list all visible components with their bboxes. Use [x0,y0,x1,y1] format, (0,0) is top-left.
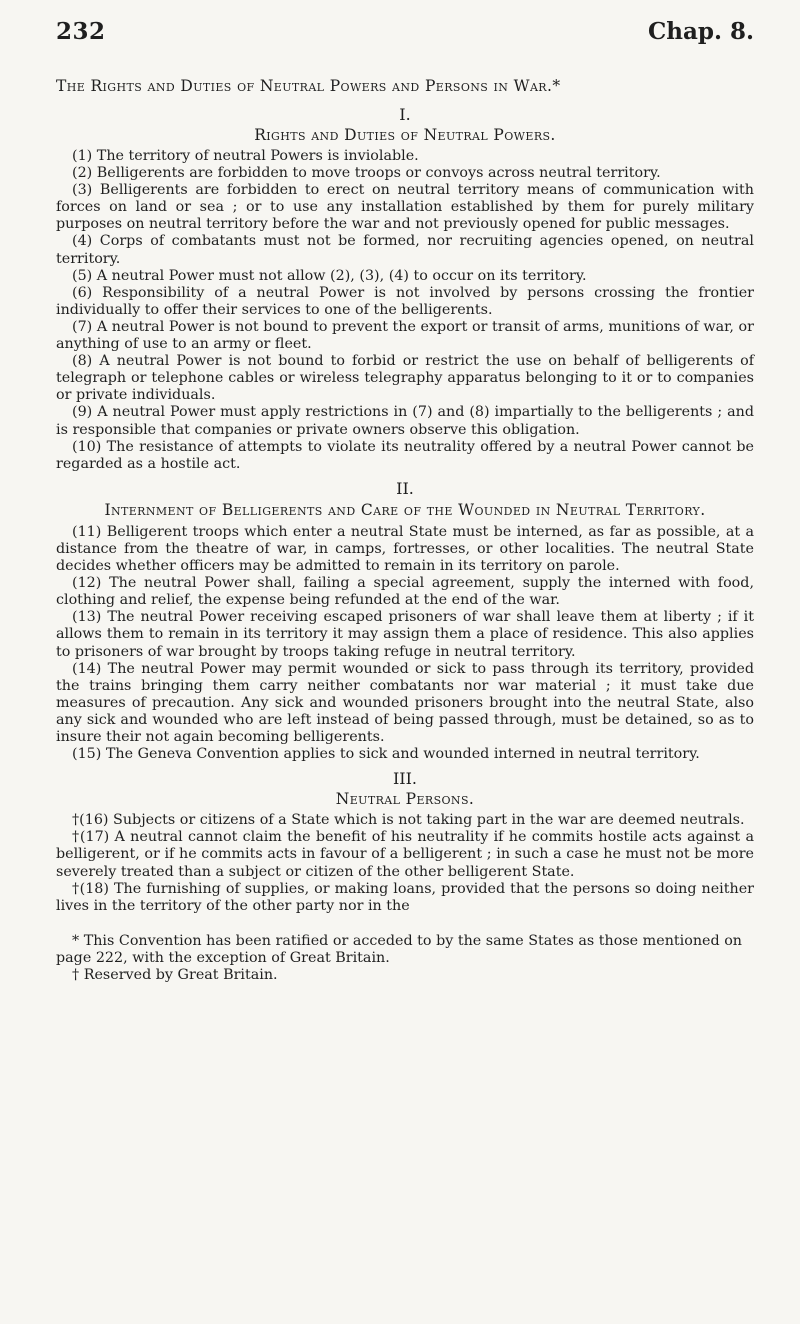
footnote: * This Convention has been ratified or acceded to by the same States as those mentioned on page 222, with the exception of Great Britain. [56,932,743,966]
chapter-label: Chap. 8. [647,18,754,45]
section-internment [56,479,754,763]
footnote: † Reserved by Great Britain. [72,966,278,983]
running-header [56,18,754,45]
paragraph: †(17) A neutral cannot claim the benefit of his neutrality if he commits hostile acts against a belligerent, or if he commits acts in favour of a belligerent ; in such a case he must not be more severely treated than a subject or citizen of the other belligerent State. [56,829,754,880]
paragraph: (1) The territory of neutral Powers is inviolable. [72,148,419,164]
paragraph: (3) Belligerents are forbidden to erect on neutral territory means of communication with forces on land or sea ; or to use any installation established by them for purely military purposes on neutral territory before the war and not previously opened for public messages. [56,182,754,233]
paragraph: (9) A neutral Power must apply restrictions in (7) and (8) impartially to the belligerents ; and is responsible that companies or private owners observe this obligation. [56,404,754,438]
section-number: II. [396,478,414,498]
paragraph: (6) Responsibility of a neutral Power is not involved by persons crossing the frontier individually to offer their services to one of the belligerents. [56,284,754,318]
section-title: Internment of Belligerents and Care of the Wounded in Neutral Territory. [104,500,706,519]
paragraph: (15) The Geneva Convention applies to sick and wounded interned in neutral territory. [72,746,700,763]
paragraph: (8) A neutral Power is not bound to forbid or restrict the use on behalf of belligerents of telegraph or telephone cables or wireless telegraphy apparatus belonging to it or to companies or private individuals. [56,353,754,404]
paragraph: (2) Belligerents are forbidden to move troops or convoys across neutral territory. [72,165,661,182]
section-number: III. [392,769,418,789]
paragraph: (12) The neutral Power shall, failing a special agreement, supply the interned with food, clothing and relief, the expense being refunded at the end of the war. [56,575,754,609]
paragraph: (4) Corps of combatants must not be formed, nor recruiting agencies opened, on neutral territory. [56,233,754,267]
section-title: Neutral Persons. [335,790,475,809]
paragraph: (7) A neutral Power is not bound to prevent the export or transit of arms, munitions of war, or anything of use to an army or fleet. [56,318,754,353]
section-title: Rights and Duties of Neutral Powers. [254,126,556,144]
paragraph: †(16) Subjects or citizens of a State which is not taking part in the war are deemed neutrals. [72,812,745,829]
document-title: The Rights and Duties of Neutral Powers and Persons in War.* [56,77,561,95]
paragraph: (14) The neutral Power may permit wounded or sick to pass through its territory, provided the trains bringing them carry neither combatants nor war material ; it must take due measures of precaution. Any sick and wounded prisoners brought into the neutral State, also any sick and wounded who are left instead of being passed through, must be detained, so as to insure their not again becoming belligerents. [56,660,754,746]
paragraph: (10) The resistance of attempts to violate its neutrality offered by a neutral Power cannot be regarded as a hostile act. [56,438,754,472]
paragraph: (5) A neutral Power must not allow (2), (3), (4) to occur on its territory. [72,267,587,284]
section-number: I. [399,105,411,124]
paragraph: (13) The neutral Power receiving escaped prisoners of war shall leave them at liberty ; if it allows them to remain in its territory it may assign them a place of residence. This also applies to prisoners of war brought by troops taking refuge in neutral territory. [56,609,754,660]
page-number: 232 [56,18,106,45]
paragraph: †(18) The furnishing of supplies, or making loans, provided that the persons so doing neither lives in the territory of the other party nor in the [56,880,754,914]
footnotes [56,933,754,984]
paragraph: (11) Belligerent troops which enter a neutral State must be interned, as far as possible, at a distance from the theatre of war, in camps, fortresses, or other localities. The neutral State decides whether officers may be admitted to remain in its territory on parole. [56,523,754,575]
section-neutral-persons [56,769,754,915]
section-rights-duties [56,105,754,473]
